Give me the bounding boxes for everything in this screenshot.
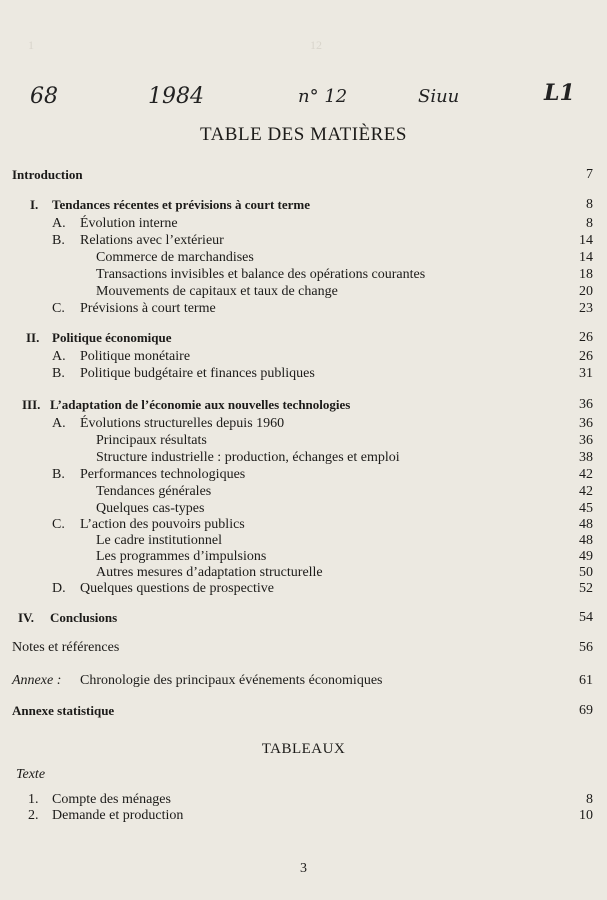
toc-row (0, 532, 607, 549)
toc-page: 20 (579, 284, 593, 299)
toc-label: Évolution interne (80, 216, 178, 231)
toc-row (0, 365, 607, 382)
toc-page: 26 (579, 349, 593, 364)
toc-numeral: A. (52, 349, 66, 364)
toc-row (0, 702, 607, 719)
toc-row (0, 564, 607, 581)
toc-label: L’adaptation de l’économie aux nouvelles technologies (50, 397, 351, 412)
toc-row (0, 449, 607, 466)
toc-page: 42 (579, 484, 593, 499)
toc-numeral: A. (52, 216, 66, 231)
toc-label: Les programmes d’impulsions (96, 549, 267, 564)
toc-title: TABLE DES MATIÈRES (200, 124, 407, 145)
toc-page: 56 (579, 640, 593, 655)
toc-numeral: I. (30, 197, 39, 212)
toc-page: 54 (579, 610, 593, 625)
toc-row (0, 329, 607, 346)
toc-row (0, 166, 607, 183)
toc-label: Politique monétaire (80, 349, 191, 364)
toc-page: 36 (579, 416, 593, 431)
toc-page: 69 (579, 703, 593, 718)
handwritten-issue: n° 12 (298, 86, 348, 107)
toc-row (0, 215, 607, 232)
toc-row (0, 516, 607, 533)
toc-page: 36 (579, 397, 593, 412)
bleed-through-text: 1 12 (28, 38, 322, 52)
toc-label: Mouvements de capitaux et taux de change (96, 284, 338, 299)
toc-numeral: IV. (18, 610, 35, 625)
toc-row (0, 266, 607, 283)
toc-page: 8 (586, 197, 593, 212)
toc-label: Évolutions structurelles depuis 1960 (80, 416, 285, 431)
toc-label: Quelques questions de prospective (80, 581, 275, 596)
toc-label: Politique économique (52, 330, 172, 345)
toc-numeral: II. (26, 330, 40, 345)
toc-label: Annexe statistique (12, 703, 115, 718)
table-label: Demande et production (52, 808, 184, 823)
table-page: 8 (586, 792, 593, 807)
table-numeral: 1. (28, 792, 39, 807)
toc-row (0, 483, 607, 500)
toc-page: 36 (579, 433, 593, 448)
toc-page: 52 (579, 581, 593, 596)
toc-numeral: B. (52, 366, 65, 381)
toc-label: L’action des pouvoirs publics (80, 517, 245, 532)
table-list-row (0, 807, 607, 824)
toc-row (0, 466, 607, 483)
tableaux-title: TABLEAUX (261, 741, 346, 757)
toc-row (0, 232, 607, 249)
toc-numeral: B. (52, 233, 65, 248)
toc-label: Autres mesures d’adaptation structurelle (96, 565, 323, 580)
toc-row (0, 396, 607, 413)
toc-numeral: III. (22, 397, 41, 412)
toc-label: Commerce de marchandises (96, 250, 254, 265)
toc-page: 14 (579, 233, 593, 248)
toc-page: 50 (579, 565, 593, 580)
section-heading (0, 766, 607, 783)
toc-numeral: C. (52, 301, 65, 316)
toc-numeral: B. (52, 467, 65, 482)
toc-row (0, 500, 607, 517)
toc-numeral: C. (52, 517, 65, 532)
toc-label: Quelques cas-types (96, 501, 205, 516)
texte-heading: Texte (16, 767, 46, 782)
toc-page: 42 (579, 467, 593, 482)
table-label: Compte des ménages (52, 792, 171, 807)
toc-page: 8 (586, 216, 593, 231)
toc-label: Relations avec l’extérieur (80, 233, 224, 248)
toc-row (0, 548, 607, 565)
toc-row (0, 609, 607, 626)
toc-page: 49 (579, 549, 593, 564)
toc-row (0, 580, 607, 597)
toc-row (0, 348, 607, 365)
table-list-row (0, 791, 607, 808)
toc-label: Politique budgétaire et finances publiques (80, 366, 315, 381)
toc-page: 26 (579, 330, 593, 345)
toc-row (0, 672, 607, 689)
page-number: 3 (300, 861, 307, 876)
toc-page: 18 (579, 267, 593, 282)
toc-page: 23 (579, 301, 593, 316)
toc-page: 61 (579, 673, 593, 688)
handwritten-year: 1984 (148, 84, 204, 109)
toc-row (0, 432, 607, 449)
toc-label: Tendances générales (96, 484, 212, 499)
toc-label: Transactions invisibles et balance des opérations courantes (96, 267, 426, 282)
toc-row (0, 415, 607, 432)
toc-label: Notes et références (12, 640, 120, 655)
toc-page: 45 (579, 501, 593, 516)
toc-label: Introduction (12, 167, 83, 182)
toc-page: 38 (579, 450, 593, 465)
toc-row (0, 300, 607, 317)
toc-page: 48 (579, 533, 593, 548)
table-numeral: 2. (28, 808, 39, 823)
toc-page: 48 (579, 517, 593, 532)
toc-page: 7 (586, 167, 593, 182)
toc-label: Performances technologiques (80, 467, 246, 482)
toc-label: Prévisions à court terme (80, 301, 216, 316)
toc-numeral: A. (52, 416, 66, 431)
handwritten-number: 68 (30, 84, 58, 109)
toc-prefix: Annexe : (12, 673, 62, 688)
handwritten-mark: L1 (544, 80, 575, 106)
toc-page: 31 (579, 366, 593, 381)
toc-label: Principaux résultats (96, 433, 207, 448)
toc-row (0, 639, 607, 656)
toc-numeral: D. (52, 581, 66, 596)
toc-row (0, 196, 607, 213)
toc-row (0, 283, 607, 300)
toc-label: Conclusions (50, 610, 118, 625)
toc-label: Tendances récentes et prévisions à court terme (52, 197, 311, 212)
toc-label: Structure industrielle : production, échanges et emploi (96, 450, 400, 465)
toc-page: 14 (579, 250, 593, 265)
table-page: 10 (579, 808, 593, 823)
toc-label: Chronologie des principaux événements économiques (80, 673, 383, 688)
toc-row (0, 249, 607, 266)
handwritten-word: Siuu (418, 86, 460, 107)
toc-label: Le cadre institutionnel (96, 533, 222, 548)
